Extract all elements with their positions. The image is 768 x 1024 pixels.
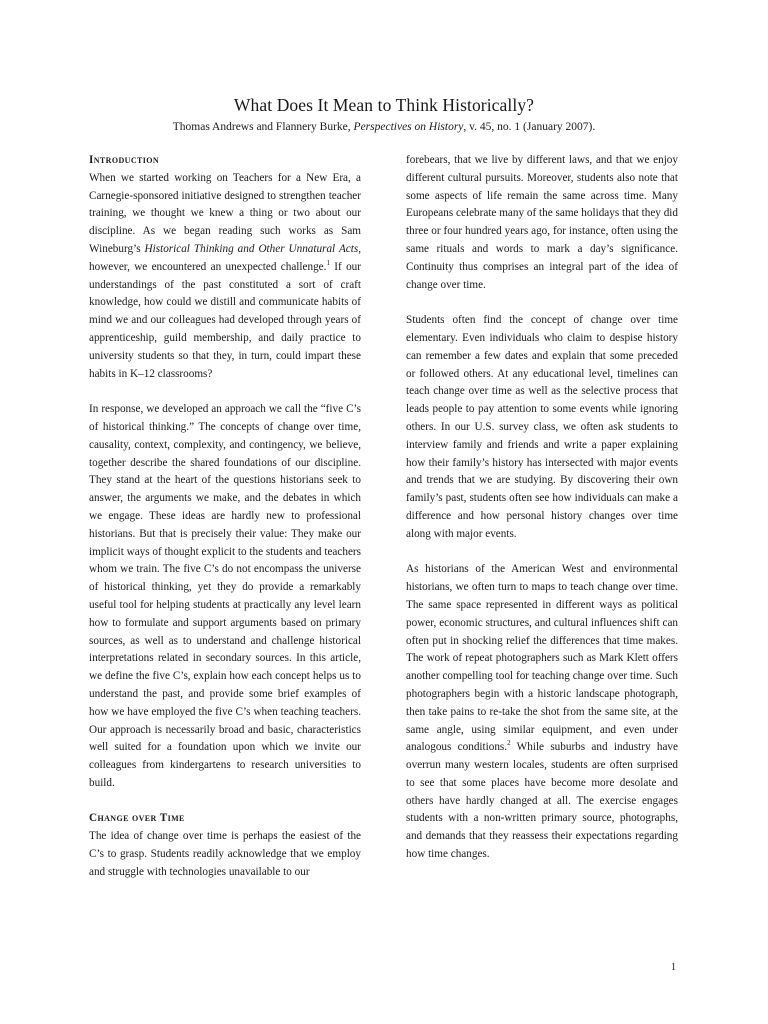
intro-paragraph-1 <box>89 170 361 384</box>
intro-p1-text-a: When we started working on Teachers for a New Era, a Carnegie-sponsored initiative designed to strengthen teacher training, we thought we knew a thing or two about our discipline. As we began reading such works as Sam Wineburg’s <box>89 171 361 255</box>
footnote-marker-1[interactable]: 1 <box>326 258 330 267</box>
article-title: What Does It Mean to Think Historically? <box>233 95 535 115</box>
change-paragraph-3 <box>406 561 678 864</box>
article-byline <box>0 121 768 133</box>
footnote-marker-2[interactable]: 2 <box>507 739 511 748</box>
page-number: 1 <box>671 962 676 973</box>
section-heading-change-over-time: Change over Time <box>89 812 185 825</box>
left-column <box>89 152 361 882</box>
change-paragraph-2: Students often find the concept of change over time elementary. Even individuals who claim to despise history can remember a few dates and explain that some preceded or followed others. At any educational level, timelines can teach change over time as well as the selective process that leads people to pay attention to some events while ignoring others. In our U.S. survey class, we often ask students to interview family and friends and write a paper explaining how their family’s history has intersected with major events and trends that we are studying. By discovering their own family’s past, students often see how individuals can make a difference and how personal history changes over time along with major events. <box>406 314 678 540</box>
right-column <box>406 152 678 864</box>
intro-p1-text-c: If our understandings of the past constituted a sort of craft knowledge, how could we distill and communicate habits of mind we and our colleagues had developed through years of apprenticeship, guild membership, and daily practice to university students so that they, in turn, could impart these habits in K–12 classrooms? <box>89 260 362 380</box>
book-title-italic: Historical Thinking and Other Unnatural Acts <box>144 242 359 255</box>
byline-citation: , v. 45, no. 1 (January 2007). <box>463 121 596 133</box>
section-heading-introduction: Introduction <box>89 154 160 166</box>
change-paragraph-1: The idea of change over time is perhaps the easiest of the C’s to grasp. Students readily acknowledge that we employ and struggle with technologies unavailable to our <box>89 830 361 878</box>
intro-paragraph-2: In response, we developed an approach we call the “five C’s of historical thinking.” The concepts of change over time, causality, context, complexity, and contingency, we believe, together describe the shared foundations of our discipline. They stand at the heart of the questions historians seek to answer, the arguments we make, and the debates in which we engage. These ideas are hardly new to professional historians. But that is precisely their value: They make our implicit ways of thought explicit to the students and teachers whom we train. The five C’s do not encompass the universe of historical thinking, yet they do provide a remarkably useful tool for helping students at practically any level learn how to formulate and support arguments based on primary sources, as well as to understand and challenge historical interpretations related in secondary sources. In this article, we define the five C’s, explain how each concept helps us to understand the past, and provide some brief examples of how we have employed the five C’s when teaching teachers. Our approach is necessarily broad and basic, characteristics well suited for a foundation upon which we invite our colleagues from kindergartens to research universities to build. <box>89 403 361 789</box>
byline-journal: Perspectives on History <box>353 121 464 133</box>
intro-p1-text-b: , however, we encountered an unexpected challenge. <box>89 242 362 273</box>
change-p3-text-a: As historians of the American West and environmental historians, we often turn to maps to teach change over time. The same space represented in different ways as political power, economic structures, and cultural influences shift can often put in shocking relief the differences that time makes. The work of repeat photographers such as Mark Klett offers another compelling tool for teaching change over time. Such photographers begin with a historic landscape photograph, then take pains to re-take the shot from the same site, at the same angle, using similar equipment, and even under analogous conditions. <box>406 563 678 754</box>
change-paragraph-1-continued: forebears, that we live by different laws, and that we enjoy different cultural pursuits. Moreover, students also note that some aspects of life remain the same across time. Many Europeans celebrate many of the same holidays that they did three or four hundred years ago, for instance, often using the same rituals and words to mark a day’s significance. Continuity thus comprises an integral part of the idea of change over time. <box>406 154 678 291</box>
byline-authors: Thomas Andrews and Flannery Burke, <box>172 121 354 133</box>
change-p3-text-b: While suburbs and industry have overrun many western locales, students are often surprised to see that some places have become more desolate and others have hardly changed at all. The exercise engages students with a non-written primary source, photographs, and demands that they reassess their expectations regarding how time changes. <box>406 741 678 861</box>
